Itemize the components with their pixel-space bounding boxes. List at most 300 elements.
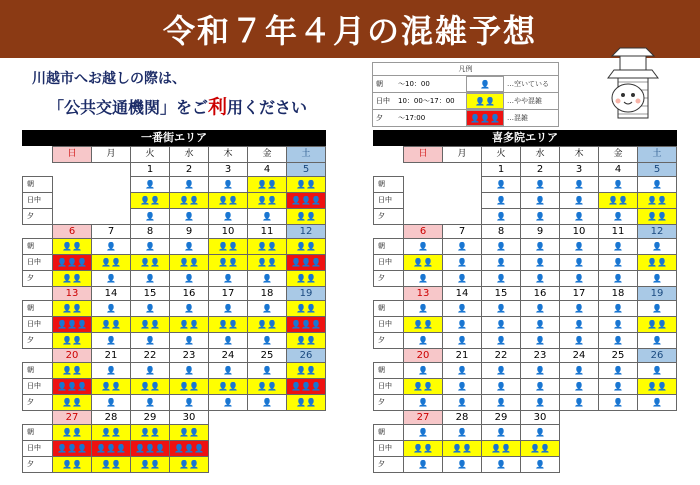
crowd-cell bbox=[53, 441, 92, 457]
crowd-cell bbox=[170, 255, 209, 271]
date-cell bbox=[248, 411, 287, 425]
weekday-header: 日 bbox=[53, 147, 92, 163]
crowd-cell bbox=[287, 333, 326, 349]
one-person-icon: 👤 bbox=[496, 303, 506, 313]
crowd-cell bbox=[53, 333, 92, 349]
one-person-icon: 👤 bbox=[418, 459, 428, 469]
one-person-icon: 👤 bbox=[106, 365, 116, 375]
crowd-cell bbox=[521, 271, 560, 287]
slot-label: 日中 bbox=[23, 317, 53, 333]
legend-label: 朝 bbox=[376, 80, 383, 88]
crowd-cell bbox=[482, 209, 521, 225]
crowd-cell bbox=[131, 441, 170, 457]
date-cell: 23 bbox=[521, 349, 560, 363]
date-cell: 18 bbox=[248, 287, 287, 301]
three-person-icon: 👤👤👤 bbox=[291, 195, 321, 205]
slot-label: 夕 bbox=[23, 333, 53, 349]
date-cell: 8 bbox=[131, 225, 170, 239]
date-cell: 11 bbox=[248, 225, 287, 239]
one-person-icon: 👤 bbox=[418, 273, 428, 283]
one-person-icon: 👤 bbox=[184, 273, 194, 283]
slot-label: 朝 bbox=[23, 363, 53, 379]
crowd-cell bbox=[53, 317, 92, 333]
crowd-cell bbox=[248, 193, 287, 209]
two-person-icon: 👤👤 bbox=[257, 319, 277, 329]
weekday-header: 土 bbox=[638, 147, 677, 163]
one-person-icon: 👤 bbox=[535, 195, 545, 205]
one-person-icon: 👤 bbox=[535, 365, 545, 375]
slot-label: 夕 bbox=[23, 457, 53, 473]
legend-desc: …やや混雑 bbox=[507, 97, 542, 105]
crowd-cell bbox=[443, 317, 482, 333]
slot-label: 夕 bbox=[23, 395, 53, 411]
crowd-cell bbox=[248, 333, 287, 349]
slot-row bbox=[374, 317, 677, 333]
crowd-cell bbox=[560, 255, 599, 271]
one-person-icon: 👤 bbox=[496, 179, 506, 189]
calendar-table bbox=[373, 146, 677, 473]
empty-cell bbox=[287, 457, 326, 473]
empty-cell bbox=[560, 457, 599, 473]
crowd-cell bbox=[404, 239, 443, 255]
one-person-icon: 👤 bbox=[418, 335, 428, 345]
legend-label: 日中 bbox=[376, 97, 390, 105]
two-person-icon: 👤👤 bbox=[140, 427, 160, 437]
slot-label: 朝 bbox=[23, 239, 53, 255]
date-cell: 30 bbox=[521, 411, 560, 425]
two-person-icon: 👤👤 bbox=[179, 257, 199, 267]
date-cell: 19 bbox=[638, 287, 677, 301]
crowd-cell bbox=[287, 379, 326, 395]
date-cell: 24 bbox=[560, 349, 599, 363]
one-person-icon: 👤 bbox=[496, 365, 506, 375]
two-person-icon: 👤👤 bbox=[179, 459, 199, 469]
crowd-cell bbox=[92, 239, 131, 255]
date-cell: 3 bbox=[209, 163, 248, 177]
three-person-icon: 👤👤👤 bbox=[57, 319, 87, 329]
crowd-cell bbox=[170, 271, 209, 287]
area-ichibangai bbox=[22, 130, 326, 473]
one-person-icon: 👤 bbox=[496, 195, 506, 205]
area-kitain bbox=[373, 130, 677, 473]
slot-row bbox=[374, 239, 677, 255]
slot-label: 日中 bbox=[374, 441, 404, 457]
crowd-cell bbox=[599, 209, 638, 225]
one-person-icon: 👤 bbox=[496, 211, 506, 221]
crowd-cell bbox=[209, 255, 248, 271]
two-person-icon: 👤👤 bbox=[62, 427, 82, 437]
calendar-table bbox=[22, 146, 326, 473]
date-cell: 17 bbox=[209, 287, 248, 301]
two-person-icon: 👤👤 bbox=[140, 459, 160, 469]
empty-cell bbox=[560, 441, 599, 457]
two-person-icon: 👤👤 bbox=[101, 257, 121, 267]
two-person-icon: 👤👤 bbox=[257, 257, 277, 267]
date-cell: 25 bbox=[248, 349, 287, 363]
one-person-icon: 👤 bbox=[457, 241, 467, 251]
two-person-icon: 👤👤 bbox=[413, 381, 433, 391]
crowd-cell bbox=[404, 255, 443, 271]
crowd-cell bbox=[443, 255, 482, 271]
legend-box bbox=[372, 62, 559, 127]
slot-label: 日中 bbox=[23, 255, 53, 271]
date-row-spacer bbox=[23, 163, 53, 177]
crowd-cell bbox=[521, 239, 560, 255]
empty-cell bbox=[638, 457, 677, 473]
slot-row bbox=[374, 271, 677, 287]
crowd-cell bbox=[170, 177, 209, 193]
crowd-cell bbox=[92, 317, 131, 333]
one-person-icon: 👤 bbox=[457, 427, 467, 437]
date-row bbox=[23, 349, 326, 363]
crowd-cell bbox=[443, 395, 482, 411]
area-title: 喜多院エリア bbox=[373, 130, 677, 146]
date-cell: 20 bbox=[53, 349, 92, 363]
one-person-icon: 👤 bbox=[457, 365, 467, 375]
crowd-cell bbox=[599, 379, 638, 395]
one-person-icon: 👤 bbox=[613, 365, 623, 375]
crowd-cell bbox=[131, 177, 170, 193]
crowd-cell bbox=[131, 239, 170, 255]
crowd-cell bbox=[638, 271, 677, 287]
slot-row bbox=[23, 457, 326, 473]
date-cell: 25 bbox=[599, 349, 638, 363]
empty-cell bbox=[638, 441, 677, 457]
date-cell bbox=[92, 163, 131, 177]
crowd-cell bbox=[443, 457, 482, 473]
crowd-cell bbox=[53, 363, 92, 379]
header-corner bbox=[23, 147, 53, 163]
one-person-icon: 👤 bbox=[574, 195, 584, 205]
two-person-icon: 👤👤 bbox=[179, 381, 199, 391]
empty-cell bbox=[443, 209, 482, 225]
crowd-cell bbox=[404, 317, 443, 333]
crowd-cell bbox=[209, 317, 248, 333]
two-person-icon: 👤👤 bbox=[257, 179, 277, 189]
crowd-cell bbox=[482, 457, 521, 473]
empty-cell bbox=[443, 193, 482, 209]
one-person-icon: 👤 bbox=[613, 335, 623, 345]
two-person-icon: 👤👤 bbox=[140, 195, 160, 205]
one-person-icon: 👤 bbox=[535, 335, 545, 345]
date-cell bbox=[287, 411, 326, 425]
date-row-spacer bbox=[23, 287, 53, 301]
slot-label: 朝 bbox=[374, 425, 404, 441]
crowd-cell bbox=[53, 395, 92, 411]
crowd-cell bbox=[92, 363, 131, 379]
crowd-cell bbox=[92, 333, 131, 349]
one-person-icon: 👤 bbox=[145, 335, 155, 345]
legend-row-morning bbox=[373, 76, 558, 93]
date-cell: 1 bbox=[482, 163, 521, 177]
one-person-icon: 👤 bbox=[613, 257, 623, 267]
two-person-icon: 👤👤 bbox=[296, 273, 316, 283]
crowd-cell bbox=[404, 425, 443, 441]
one-person-icon: 👤 bbox=[223, 365, 233, 375]
two-person-icon: 👤👤 bbox=[491, 443, 511, 453]
crowd-cell bbox=[482, 333, 521, 349]
crowd-cell bbox=[482, 441, 521, 457]
crowd-cell bbox=[521, 209, 560, 225]
date-cell: 10 bbox=[209, 225, 248, 239]
weekday-header: 木 bbox=[209, 147, 248, 163]
two-person-icon: 👤👤 bbox=[179, 195, 199, 205]
empty-cell bbox=[248, 425, 287, 441]
slot-row bbox=[374, 209, 677, 225]
crowd-cell bbox=[170, 193, 209, 209]
crowd-cell bbox=[248, 379, 287, 395]
crowd-cell bbox=[638, 379, 677, 395]
crowd-cell bbox=[131, 271, 170, 287]
crowd-cell bbox=[170, 395, 209, 411]
two-person-icon: 👤👤 bbox=[62, 459, 82, 469]
slot-row bbox=[23, 209, 326, 225]
crowd-cell bbox=[638, 239, 677, 255]
crowd-cell bbox=[599, 333, 638, 349]
date-row bbox=[23, 411, 326, 425]
slot-row bbox=[23, 301, 326, 317]
date-cell bbox=[53, 163, 92, 177]
legend-desc: …空いている bbox=[507, 80, 549, 88]
date-cell: 14 bbox=[92, 287, 131, 301]
date-cell: 26 bbox=[638, 349, 677, 363]
empty-cell bbox=[560, 425, 599, 441]
one-person-icon: 👤 bbox=[496, 427, 506, 437]
slot-row bbox=[374, 425, 677, 441]
one-person-icon: 👤 bbox=[535, 427, 545, 437]
date-cell: 30 bbox=[170, 411, 209, 425]
one-person-icon: 👤 bbox=[184, 365, 194, 375]
slot-label: 日中 bbox=[23, 379, 53, 395]
crowd-cell bbox=[53, 301, 92, 317]
slot-label: 日中 bbox=[23, 441, 53, 457]
slot-label: 夕 bbox=[23, 209, 53, 225]
notice-prefix: 「公共交通機関」をご bbox=[48, 98, 209, 117]
crowd-cell bbox=[131, 255, 170, 271]
crowd-cell bbox=[638, 395, 677, 411]
one-person-icon: 👤 bbox=[184, 397, 194, 407]
crowd-cell bbox=[443, 301, 482, 317]
date-cell: 14 bbox=[443, 287, 482, 301]
one-person-icon: 👤 bbox=[535, 397, 545, 407]
slot-label: 日中 bbox=[374, 193, 404, 209]
crowd-cell bbox=[599, 317, 638, 333]
crowd-cell bbox=[92, 425, 131, 441]
empty-cell bbox=[599, 441, 638, 457]
two-person-icon: 👤👤 bbox=[218, 319, 238, 329]
crowd-cell bbox=[599, 193, 638, 209]
crowd-cell bbox=[92, 271, 131, 287]
one-person-icon: 👤 bbox=[652, 397, 662, 407]
one-person-icon: 👤 bbox=[145, 241, 155, 251]
one-person-icon: 👤 bbox=[418, 303, 428, 313]
empty-cell bbox=[599, 425, 638, 441]
two-person-icon: 👤👤 bbox=[530, 443, 550, 453]
one-person-icon: 👤 bbox=[652, 335, 662, 345]
crowd-cell bbox=[170, 425, 209, 441]
legend-row-evening bbox=[373, 110, 558, 126]
two-person-icon: 👤👤 bbox=[218, 381, 238, 391]
date-cell bbox=[560, 411, 599, 425]
one-person-icon: 👤 bbox=[223, 303, 233, 313]
empty-cell bbox=[209, 457, 248, 473]
three-person-icon: 👤👤👤 bbox=[174, 443, 204, 453]
crowd-cell bbox=[209, 333, 248, 349]
one-person-icon: 👤 bbox=[652, 303, 662, 313]
one-person-icon: 👤 bbox=[613, 381, 623, 391]
date-cell bbox=[638, 411, 677, 425]
crowd-cell bbox=[521, 317, 560, 333]
three-person-icon: 👤👤👤 bbox=[466, 110, 504, 126]
date-cell: 23 bbox=[170, 349, 209, 363]
slot-label: 夕 bbox=[374, 209, 404, 225]
three-person-icon: 👤👤👤 bbox=[291, 257, 321, 267]
date-cell: 7 bbox=[92, 225, 131, 239]
slot-row bbox=[374, 333, 677, 349]
mascot-illustration bbox=[598, 40, 668, 125]
three-person-icon: 👤👤👤 bbox=[96, 443, 126, 453]
crowd-cell bbox=[521, 425, 560, 441]
date-cell: 8 bbox=[482, 225, 521, 239]
date-row bbox=[374, 163, 677, 177]
slot-row bbox=[23, 177, 326, 193]
two-person-icon: 👤👤 bbox=[296, 179, 316, 189]
legend-time: ～17:00 bbox=[398, 114, 426, 122]
date-cell: 29 bbox=[482, 411, 521, 425]
date-row-spacer bbox=[374, 411, 404, 425]
crowd-cell bbox=[560, 239, 599, 255]
empty-cell bbox=[92, 193, 131, 209]
one-person-icon: 👤 bbox=[457, 459, 467, 469]
crowd-cell bbox=[638, 363, 677, 379]
two-person-icon: 👤👤 bbox=[647, 211, 667, 221]
crowd-cell bbox=[248, 271, 287, 287]
legend-title: 凡例 bbox=[373, 63, 558, 76]
crowd-cell bbox=[443, 425, 482, 441]
date-cell: 3 bbox=[560, 163, 599, 177]
date-cell: 28 bbox=[92, 411, 131, 425]
slot-row bbox=[374, 441, 677, 457]
one-person-icon: 👤 bbox=[652, 365, 662, 375]
one-person-icon: 👤 bbox=[262, 273, 272, 283]
two-person-icon: 👤👤 bbox=[466, 93, 504, 109]
weekday-header: 金 bbox=[599, 147, 638, 163]
legend-desc: …混雑 bbox=[507, 114, 528, 122]
crowd-cell bbox=[560, 271, 599, 287]
slot-row bbox=[374, 395, 677, 411]
one-person-icon: 👤 bbox=[466, 76, 504, 92]
one-person-icon: 👤 bbox=[574, 397, 584, 407]
empty-cell bbox=[92, 177, 131, 193]
one-person-icon: 👤 bbox=[613, 319, 623, 329]
slot-row bbox=[374, 457, 677, 473]
weekday-header: 金 bbox=[248, 147, 287, 163]
empty-cell bbox=[248, 457, 287, 473]
crowd-cell bbox=[287, 301, 326, 317]
empty-cell bbox=[404, 209, 443, 225]
area-title: 一番街エリア bbox=[22, 130, 326, 146]
date-cell: 6 bbox=[404, 225, 443, 239]
date-cell: 22 bbox=[131, 349, 170, 363]
crowd-cell bbox=[131, 209, 170, 225]
empty-cell bbox=[443, 177, 482, 193]
date-cell bbox=[209, 411, 248, 425]
crowd-cell bbox=[599, 301, 638, 317]
date-cell: 2 bbox=[170, 163, 209, 177]
two-person-icon: 👤👤 bbox=[140, 319, 160, 329]
date-cell: 27 bbox=[53, 411, 92, 425]
one-person-icon: 👤 bbox=[574, 257, 584, 267]
date-cell bbox=[404, 163, 443, 177]
crowd-cell bbox=[482, 193, 521, 209]
slot-label: 日中 bbox=[374, 317, 404, 333]
crowd-cell bbox=[482, 255, 521, 271]
one-person-icon: 👤 bbox=[652, 241, 662, 251]
date-cell: 1 bbox=[131, 163, 170, 177]
slot-label: 朝 bbox=[23, 177, 53, 193]
slot-row bbox=[374, 177, 677, 193]
one-person-icon: 👤 bbox=[652, 273, 662, 283]
date-cell: 16 bbox=[521, 287, 560, 301]
one-person-icon: 👤 bbox=[262, 211, 272, 221]
crowd-cell bbox=[92, 457, 131, 473]
crowd-cell bbox=[599, 177, 638, 193]
crowd-cell bbox=[287, 363, 326, 379]
two-person-icon: 👤👤 bbox=[62, 241, 82, 251]
crowd-cell bbox=[638, 177, 677, 193]
two-person-icon: 👤👤 bbox=[140, 381, 160, 391]
one-person-icon: 👤 bbox=[457, 381, 467, 391]
one-person-icon: 👤 bbox=[613, 273, 623, 283]
crowd-cell bbox=[599, 395, 638, 411]
one-person-icon: 👤 bbox=[145, 179, 155, 189]
crowd-cell bbox=[443, 333, 482, 349]
one-person-icon: 👤 bbox=[574, 241, 584, 251]
two-person-icon: 👤👤 bbox=[647, 319, 667, 329]
slot-row bbox=[23, 255, 326, 271]
crowd-cell bbox=[521, 177, 560, 193]
crowd-cell bbox=[482, 425, 521, 441]
one-person-icon: 👤 bbox=[184, 303, 194, 313]
crowd-cell bbox=[560, 209, 599, 225]
date-cell: 26 bbox=[287, 349, 326, 363]
date-cell: 2 bbox=[521, 163, 560, 177]
one-person-icon: 👤 bbox=[418, 365, 428, 375]
one-person-icon: 👤 bbox=[613, 397, 623, 407]
one-person-icon: 👤 bbox=[535, 257, 545, 267]
slot-row bbox=[23, 425, 326, 441]
slot-label: 朝 bbox=[23, 301, 53, 317]
date-cell: 22 bbox=[482, 349, 521, 363]
one-person-icon: 👤 bbox=[457, 273, 467, 283]
crowd-cell bbox=[443, 271, 482, 287]
crowd-cell bbox=[560, 363, 599, 379]
date-cell: 17 bbox=[560, 287, 599, 301]
slot-row bbox=[374, 301, 677, 317]
crowd-cell bbox=[53, 457, 92, 473]
crowd-cell bbox=[209, 239, 248, 255]
crowd-cell bbox=[404, 301, 443, 317]
date-row bbox=[374, 225, 677, 239]
one-person-icon: 👤 bbox=[613, 179, 623, 189]
crowd-cell bbox=[92, 379, 131, 395]
one-person-icon: 👤 bbox=[145, 273, 155, 283]
date-cell: 29 bbox=[131, 411, 170, 425]
two-person-icon: 👤👤 bbox=[62, 335, 82, 345]
crowd-cell bbox=[170, 333, 209, 349]
date-row-spacer bbox=[374, 225, 404, 239]
crowd-cell bbox=[209, 379, 248, 395]
